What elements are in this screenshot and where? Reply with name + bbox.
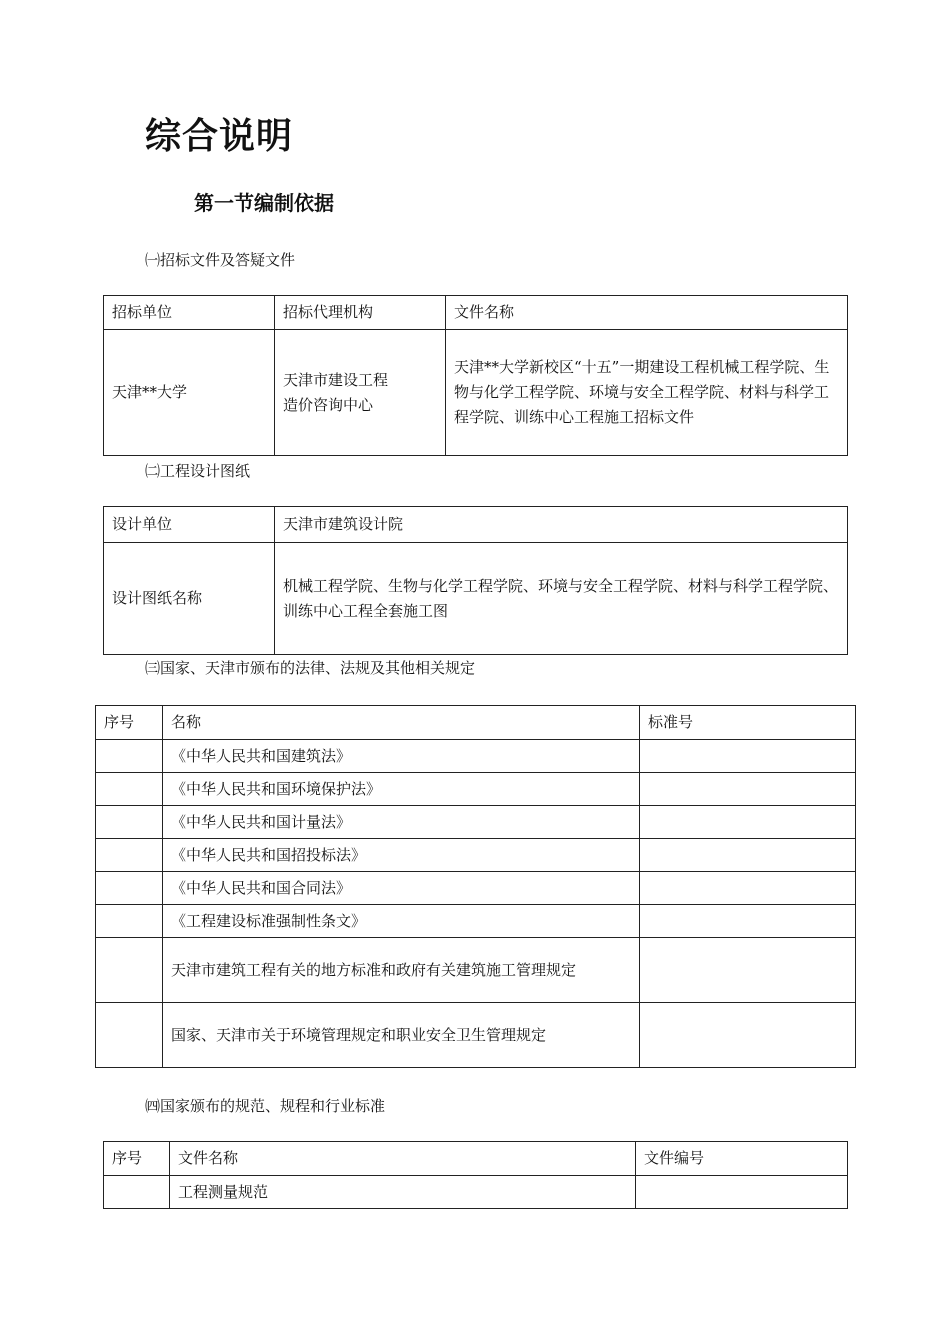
- row-number-cell: [96, 773, 163, 806]
- row-number-cell: [96, 905, 163, 938]
- s1-heading: ㈠招标文件及答疑文件: [145, 251, 296, 269]
- table-row: [104, 543, 848, 655]
- standard-number-cell: [640, 740, 856, 773]
- standard-number-cell: [640, 872, 856, 905]
- table-row: [104, 1176, 848, 1209]
- standard-number-cell: [640, 773, 856, 806]
- header-cell: 招标代理机构: [275, 296, 446, 330]
- row-number-cell: [96, 938, 163, 1003]
- law-name-cell: 《中华人民共和国合同法》: [163, 872, 640, 905]
- standard-number-cell: [640, 905, 856, 938]
- agency-cell: 天津市建设工程 造价咨询中心: [275, 330, 446, 456]
- document-name-cell: 天津**大学新校区“十五”一期建设工程机械工程学院、生物与化学工程学院、环境与安全工程学院、材料与科学工程学院、训练中心工程施工招标文件: [446, 330, 848, 456]
- tender-unit-cell: 天津**大学: [104, 330, 275, 456]
- tender-table: [103, 295, 848, 456]
- drawings-label: 设计图纸名称: [104, 543, 275, 655]
- table-header-row: [96, 706, 856, 740]
- table-row: [96, 938, 856, 1003]
- header-cell: 序号: [104, 1142, 170, 1176]
- law-name-cell: 《中华人民共和国计量法》: [163, 806, 640, 839]
- standard-number-cell: [640, 839, 856, 872]
- section-title: 第一节编制依据: [194, 191, 334, 215]
- row-number-cell: [96, 872, 163, 905]
- table-row: [96, 1003, 856, 1068]
- table-row: [104, 507, 848, 543]
- design-unit-value: 天津市建筑设计院: [275, 507, 848, 543]
- standard-number-cell: [640, 806, 856, 839]
- document-code-cell: [636, 1176, 848, 1209]
- header-cell: 文件编号: [636, 1142, 848, 1176]
- header-cell: 文件名称: [446, 296, 848, 330]
- law-name-cell: 《中华人民共和国建筑法》: [163, 740, 640, 773]
- law-name-cell: 天津市建筑工程有关的地方标准和政府有关建筑施工管理规定: [163, 938, 640, 1003]
- table-header-row: [104, 296, 848, 330]
- table-row: [96, 905, 856, 938]
- s2-heading: ㈡工程设计图纸: [145, 462, 251, 480]
- law-name-cell: 《中华人民共和国环境保护法》: [163, 773, 640, 806]
- standards-table: [103, 1141, 848, 1209]
- s4-heading: ㈣国家颁布的规范、规程和行业标准: [145, 1097, 386, 1115]
- table-row: [96, 740, 856, 773]
- header-cell: 文件名称: [170, 1142, 636, 1176]
- law-name-cell: 《工程建设标准强制性条文》: [163, 905, 640, 938]
- header-cell: 招标单位: [104, 296, 275, 330]
- s3-heading: ㈢国家、天津市颁布的法律、法规及其他相关规定: [145, 659, 476, 677]
- row-number-cell: [96, 839, 163, 872]
- row-number-cell: [96, 806, 163, 839]
- table-row: [96, 806, 856, 839]
- table-row: [104, 330, 848, 456]
- document-name-cell: 工程测量规范: [170, 1176, 636, 1209]
- standard-number-cell: [640, 1003, 856, 1068]
- standard-number-cell: [640, 938, 856, 1003]
- drawings-value: 机械工程学院、生物与化学工程学院、环境与安全工程学院、材料与科学工程学院、训练中心工程全套施工图: [275, 543, 848, 655]
- row-number-cell: [96, 1003, 163, 1068]
- design-table: [103, 506, 848, 655]
- table-row: [96, 839, 856, 872]
- table-row: [96, 773, 856, 806]
- table-header-row: [104, 1142, 848, 1176]
- header-cell: 名称: [163, 706, 640, 740]
- page-title: 综合说明: [145, 116, 294, 157]
- row-number-cell: [96, 740, 163, 773]
- law-name-cell: 《中华人民共和国招投标法》: [163, 839, 640, 872]
- row-number-cell: [104, 1176, 170, 1209]
- laws-table: [95, 705, 856, 1068]
- design-unit-label: 设计单位: [104, 507, 275, 543]
- header-cell: 标准号: [640, 706, 856, 740]
- header-cell: 序号: [96, 706, 163, 740]
- law-name-cell: 国家、天津市关于环境管理规定和职业安全卫生管理规定: [163, 1003, 640, 1068]
- table-row: [96, 872, 856, 905]
